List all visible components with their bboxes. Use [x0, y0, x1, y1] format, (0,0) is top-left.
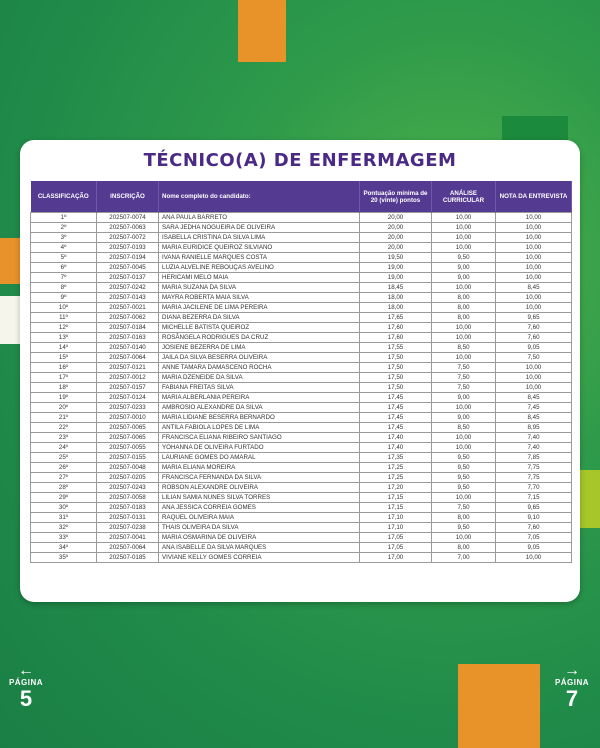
table-row — [31, 473, 572, 483]
cell-inscricao: 202507-0243 — [97, 483, 159, 493]
cell-analise: 10,00 — [432, 493, 496, 503]
cell-analise: 7,50 — [432, 383, 496, 393]
table-row — [31, 533, 572, 543]
table-header — [31, 181, 572, 213]
cell-analise: 8,00 — [432, 543, 496, 553]
cell-analise: 10,00 — [432, 223, 496, 233]
cell-classificacao: 32º — [31, 523, 97, 533]
cell-nota: 10,00 — [496, 213, 572, 223]
cell-inscricao: 202507-0194 — [97, 253, 159, 263]
cell-pontuacao: 19,00 — [360, 273, 432, 283]
cell-nome: JAILA DA SILVA BESERRA OLIVEIRA — [159, 353, 360, 363]
cell-nota: 7,60 — [496, 523, 572, 533]
cell-classificacao: 24º — [31, 443, 97, 453]
cell-pontuacao: 17,45 — [360, 393, 432, 403]
header-inscricao: INSCRIÇÃO — [97, 181, 159, 213]
cell-nota: 9,65 — [496, 503, 572, 513]
cell-classificacao: 6º — [31, 263, 97, 273]
table-row — [31, 293, 572, 303]
next-page-number: 7 — [565, 686, 579, 711]
table-row — [31, 433, 572, 443]
cell-analise: 10,00 — [432, 233, 496, 243]
cell-nota: 10,00 — [496, 253, 572, 263]
cell-analise: 9,50 — [432, 253, 496, 263]
cell-inscricao: 202507-0055 — [97, 443, 159, 453]
cell-classificacao: 14º — [31, 343, 97, 353]
header-pontuacao: Pontuação mínima de 20 (vinte) pontos — [360, 181, 432, 213]
table-row — [31, 443, 572, 453]
cell-classificacao: 7º — [31, 273, 97, 283]
cell-nome: YOHANNA DE OLIVEIRA FURTADO — [159, 443, 360, 453]
cell-classificacao: 22º — [31, 423, 97, 433]
cell-classificacao: 26º — [31, 463, 97, 473]
table-row — [31, 323, 572, 333]
cell-pontuacao: 17,45 — [360, 423, 432, 433]
cell-pontuacao: 17,40 — [360, 433, 432, 443]
cell-nome: ANA PAULA BARRETO — [159, 213, 360, 223]
table-row — [31, 273, 572, 283]
table-row — [31, 263, 572, 273]
cell-classificacao: 23º — [31, 433, 97, 443]
cell-pontuacao: 17,50 — [360, 363, 432, 373]
cell-pontuacao: 17,05 — [360, 543, 432, 553]
cell-inscricao: 202507-0193 — [97, 243, 159, 253]
table-row — [31, 363, 572, 373]
cell-nota: 7,85 — [496, 453, 572, 463]
cell-pontuacao: 20,00 — [360, 243, 432, 253]
cell-nome: LILIAN SAMIA NUNES SILVA TORRES — [159, 493, 360, 503]
cell-analise: 9,50 — [432, 463, 496, 473]
cell-nome: JOSIENE BEZERRA DE LIMA — [159, 343, 360, 353]
cell-nome: MAYRA ROBERTA MAIA SILVA — [159, 293, 360, 303]
cell-nome: ISABELLA CRISTINA DA SILVA LIMA — [159, 233, 360, 243]
cell-pontuacao: 17,60 — [360, 323, 432, 333]
header-nota: NOTA DA ENTREVISTA — [496, 181, 572, 213]
header-analise: ANÁLISE CURRICULAR — [432, 181, 496, 213]
table-row — [31, 493, 572, 503]
cell-pontuacao: 17,50 — [360, 373, 432, 383]
cell-nome: LAURIANE GOMES DO AMARAL — [159, 453, 360, 463]
table-row — [31, 213, 572, 223]
cell-nota: 7,45 — [496, 403, 572, 413]
cell-analise: 10,00 — [432, 213, 496, 223]
table-row — [31, 223, 572, 233]
cell-inscricao: 202507-0233 — [97, 403, 159, 413]
cell-analise: 9,50 — [432, 523, 496, 533]
cell-analise: 9,50 — [432, 473, 496, 483]
cell-pontuacao: 17,20 — [360, 483, 432, 493]
cell-nome: FABIANA FREITAS SILVA — [159, 383, 360, 393]
cell-analise: 9,50 — [432, 483, 496, 493]
cell-nome: FRANCISCA ELIANA RIBEIRO SANTIAGO — [159, 433, 360, 443]
cell-inscricao: 202507-0021 — [97, 303, 159, 313]
cell-pontuacao: 17,65 — [360, 313, 432, 323]
cell-inscricao: 202507-0155 — [97, 453, 159, 463]
cell-analise: 9,50 — [432, 453, 496, 463]
table-row — [31, 243, 572, 253]
cell-analise: 8,00 — [432, 303, 496, 313]
cell-pontuacao: 17,00 — [360, 553, 432, 563]
cell-classificacao: 19º — [31, 393, 97, 403]
cell-inscricao: 202507-0205 — [97, 473, 159, 483]
table-row — [31, 453, 572, 463]
cell-nome: MARIA LIDIANE BESERRA BERNARDO — [159, 413, 360, 423]
cell-nome: VIVIANE KELLY GOMES CORREIA — [159, 553, 360, 563]
cell-nome: MARIA EURIDICE QUEIROZ SILVIANO — [159, 243, 360, 253]
cell-nota: 7,05 — [496, 533, 572, 543]
cell-inscricao: 202507-0242 — [97, 283, 159, 293]
cell-inscricao: 202507-0074 — [97, 213, 159, 223]
table-row — [31, 553, 572, 563]
table-row — [31, 463, 572, 473]
cell-nome: MARIA DZENEIDE DA SILVA — [159, 373, 360, 383]
cell-inscricao: 202507-0163 — [97, 333, 159, 343]
cell-nota: 8,45 — [496, 283, 572, 293]
cell-pontuacao: 19,50 — [360, 253, 432, 263]
cell-inscricao: 202507-0183 — [97, 503, 159, 513]
cell-inscricao: 202507-0065 — [97, 433, 159, 443]
cell-inscricao: 202507-0238 — [97, 523, 159, 533]
cell-nota: 10,00 — [496, 243, 572, 253]
cell-pontuacao: 18,00 — [360, 303, 432, 313]
cell-nota: 10,00 — [496, 233, 572, 243]
cell-nome: ANNE TAMARA DAMASCENO ROCHA — [159, 363, 360, 373]
cell-nome: ANA JESSICA CORREIA GOMES — [159, 503, 360, 513]
prev-page-label: PÁGINA — [8, 678, 44, 687]
prev-page-number: 5 — [19, 686, 33, 711]
results-table — [30, 181, 572, 563]
cell-pontuacao: 17,35 — [360, 453, 432, 463]
cell-nome: ANTILA FABIOLA LOPES DE LIMA — [159, 423, 360, 433]
cell-classificacao: 27º — [31, 473, 97, 483]
cell-pontuacao: 17,45 — [360, 413, 432, 423]
cell-nota: 10,00 — [496, 363, 572, 373]
cell-analise: 10,00 — [432, 333, 496, 343]
cell-analise: 7,00 — [432, 553, 496, 563]
cell-nota: 7,60 — [496, 323, 572, 333]
cell-nota: 7,40 — [496, 433, 572, 443]
cell-inscricao: 202507-0137 — [97, 273, 159, 283]
table-row — [31, 303, 572, 313]
table-row — [31, 423, 572, 433]
table-row — [31, 373, 572, 383]
cell-classificacao: 17º — [31, 373, 97, 383]
cell-nota: 7,70 — [496, 483, 572, 493]
cell-nota: 10,00 — [496, 303, 572, 313]
cell-nome: MARIA JACILENE DE LIMA PEREIRA — [159, 303, 360, 313]
cell-nome: HERICAMI MELO MAIA — [159, 273, 360, 283]
cell-analise: 10,00 — [432, 283, 496, 293]
cell-inscricao: 202507-0041 — [97, 533, 159, 543]
cell-nome: ROSÂNGELA RODRIGUES DA CRUZ — [159, 333, 360, 343]
cell-analise: 8,00 — [432, 513, 496, 523]
table-row — [31, 413, 572, 423]
cell-inscricao: 202507-0157 — [97, 383, 159, 393]
header-classificacao: CLASSIFICAÇÃO — [31, 181, 97, 213]
cell-nota: 7,60 — [496, 333, 572, 343]
cell-classificacao: 30º — [31, 503, 97, 513]
cell-analise: 9,00 — [432, 393, 496, 403]
cell-classificacao: 21º — [31, 413, 97, 423]
cell-pontuacao: 17,15 — [360, 503, 432, 513]
cell-pontuacao: 18,00 — [360, 293, 432, 303]
header-nome: Nome completo do candidato: — [159, 181, 360, 213]
cell-inscricao: 202507-0072 — [97, 233, 159, 243]
cell-classificacao: 3º — [31, 233, 97, 243]
cell-classificacao: 18º — [31, 383, 97, 393]
orange-block-bottom — [458, 664, 540, 748]
cell-inscricao: 202507-0012 — [97, 373, 159, 383]
cell-nota: 10,00 — [496, 223, 572, 233]
cell-analise: 10,00 — [432, 323, 496, 333]
cell-classificacao: 2º — [31, 223, 97, 233]
cell-nome: SARA JEDHA NOGUEIRA DE OLIVEIRA — [159, 223, 360, 233]
cell-nota: 10,00 — [496, 293, 572, 303]
table-row — [31, 503, 572, 513]
cell-pontuacao: 17,50 — [360, 383, 432, 393]
cell-nota: 7,40 — [496, 443, 572, 453]
cell-analise: 8,50 — [432, 343, 496, 353]
cell-nota: 9,10 — [496, 513, 572, 523]
cell-nota: 10,00 — [496, 373, 572, 383]
table-row — [31, 353, 572, 363]
cell-nota: 7,75 — [496, 463, 572, 473]
cell-analise: 7,50 — [432, 503, 496, 513]
cell-pontuacao: 19,00 — [360, 263, 432, 273]
cell-pontuacao: 17,25 — [360, 473, 432, 483]
cell-classificacao: 10º — [31, 303, 97, 313]
cell-pontuacao: 17,40 — [360, 443, 432, 453]
cell-classificacao: 29º — [31, 493, 97, 503]
cell-inscricao: 202507-0124 — [97, 393, 159, 403]
cell-nome: MICHELLE BATISTA QUEIROZ — [159, 323, 360, 333]
cell-pontuacao: 20,00 — [360, 233, 432, 243]
cell-nota: 8,45 — [496, 413, 572, 423]
cell-classificacao: 25º — [31, 453, 97, 463]
cell-nome: MARIA ALBERLANIA PEREIRA — [159, 393, 360, 403]
cell-analise: 10,00 — [432, 243, 496, 253]
cell-nota: 7,75 — [496, 473, 572, 483]
cell-nota: 9,05 — [496, 543, 572, 553]
cell-analise: 8,50 — [432, 423, 496, 433]
cell-analise: 7,50 — [432, 363, 496, 373]
cell-pontuacao: 17,15 — [360, 493, 432, 503]
cell-analise: 8,00 — [432, 313, 496, 323]
cell-pontuacao: 18,45 — [360, 283, 432, 293]
cell-classificacao: 28º — [31, 483, 97, 493]
white-block-left — [0, 296, 20, 344]
cell-inscricao: 202507-0143 — [97, 293, 159, 303]
table-body — [31, 213, 572, 563]
table-row — [31, 333, 572, 343]
cell-pontuacao: 20,00 — [360, 223, 432, 233]
cell-classificacao: 5º — [31, 253, 97, 263]
cell-nome: AMBROSIO ALEXANDRE DA SILVA — [159, 403, 360, 413]
arrow-left-icon: ← — [18, 662, 34, 679]
cell-classificacao: 1º — [31, 213, 97, 223]
cell-analise: 10,00 — [432, 443, 496, 453]
cell-classificacao: 33º — [31, 533, 97, 543]
cell-nota: 9,05 — [496, 343, 572, 353]
cell-inscricao: 202507-0121 — [97, 363, 159, 373]
cell-analise: 8,00 — [432, 293, 496, 303]
table-row — [31, 483, 572, 493]
cell-nota: 10,00 — [496, 553, 572, 563]
cell-nota: 10,00 — [496, 263, 572, 273]
cell-classificacao: 31º — [31, 513, 97, 523]
cell-pontuacao: 20,00 — [360, 213, 432, 223]
cell-inscricao: 202507-0062 — [97, 313, 159, 323]
cell-classificacao: 8º — [31, 283, 97, 293]
cell-pontuacao: 17,05 — [360, 533, 432, 543]
table-row — [31, 403, 572, 413]
cell-nome: RAQUEL OLIVEIRA MAIA — [159, 513, 360, 523]
cell-nome: IVANA RANIELLE MARQUES COSTA — [159, 253, 360, 263]
cell-nome: ROBSON ALEXANDRE OLIVEIRA — [159, 483, 360, 493]
cell-nome: MARIA OSMARINA DE OLIVEIRA — [159, 533, 360, 543]
cell-inscricao: 202507-0140 — [97, 343, 159, 353]
cell-inscricao: 202507-0065 — [97, 423, 159, 433]
cell-inscricao: 202507-0048 — [97, 463, 159, 473]
cell-pontuacao: 17,50 — [360, 353, 432, 363]
cell-nota: 8,95 — [496, 423, 572, 433]
cell-nota: 10,00 — [496, 383, 572, 393]
cell-nome: THAIS OLIVEIRA DA SILVA — [159, 523, 360, 533]
cell-analise: 10,00 — [432, 353, 496, 363]
cell-pontuacao: 17,10 — [360, 513, 432, 523]
cell-inscricao: 202507-0185 — [97, 553, 159, 563]
prev-page-nav[interactable] — [6, 664, 46, 711]
cell-analise: 9,00 — [432, 263, 496, 273]
cell-classificacao: 16º — [31, 363, 97, 373]
table-row — [31, 543, 572, 553]
cell-nome: ANA ISABELLE DA SILVA MARQUES — [159, 543, 360, 553]
cell-nota: 7,15 — [496, 493, 572, 503]
cell-inscricao: 202507-0064 — [97, 543, 159, 553]
cell-pontuacao: 17,55 — [360, 343, 432, 353]
arrow-right-icon: → — [564, 662, 580, 679]
cell-pontuacao: 17,45 — [360, 403, 432, 413]
cell-nome: LUZIA ALVELINE REBOUÇAS AVELINO — [159, 263, 360, 273]
cell-analise: 10,00 — [432, 533, 496, 543]
cell-nota: 8,45 — [496, 393, 572, 403]
cell-classificacao: 9º — [31, 293, 97, 303]
cell-classificacao: 4º — [31, 243, 97, 253]
table-row — [31, 253, 572, 263]
cell-inscricao: 202507-0064 — [97, 353, 159, 363]
cell-pontuacao: 17,25 — [360, 463, 432, 473]
cell-classificacao: 15º — [31, 353, 97, 363]
cell-classificacao: 20º — [31, 403, 97, 413]
cell-classificacao: 35º — [31, 553, 97, 563]
table-row — [31, 343, 572, 353]
cell-nome: DIANA BEZERRA DA SILVA — [159, 313, 360, 323]
cell-inscricao: 202507-0010 — [97, 413, 159, 423]
next-page-nav[interactable] — [552, 664, 592, 711]
cell-pontuacao: 17,60 — [360, 333, 432, 343]
table-row — [31, 513, 572, 523]
page-title: TÉCNICO(A) DE ENFERMAGEM — [143, 150, 457, 171]
cell-analise: 9,00 — [432, 273, 496, 283]
next-page-label: PÁGINA — [554, 678, 590, 687]
cell-inscricao: 202507-0058 — [97, 493, 159, 503]
cell-nota: 9,65 — [496, 313, 572, 323]
cell-inscricao: 202507-0184 — [97, 323, 159, 333]
cell-inscricao: 202507-0063 — [97, 223, 159, 233]
cell-analise: 7,50 — [432, 373, 496, 383]
cell-pontuacao: 17,10 — [360, 523, 432, 533]
cell-analise: 10,00 — [432, 403, 496, 413]
cell-nome: MARIA ELIANA MOREIRA — [159, 463, 360, 473]
orange-block-top — [238, 0, 286, 62]
cell-classificacao: 34º — [31, 543, 97, 553]
table-row — [31, 283, 572, 293]
table-row — [31, 233, 572, 243]
table-row — [31, 313, 572, 323]
cell-nome: MARIA SUZANA DA SILVA — [159, 283, 360, 293]
cell-classificacao: 13º — [31, 333, 97, 343]
table-row — [31, 393, 572, 403]
cell-classificacao: 12º — [31, 323, 97, 333]
cell-inscricao: 202507-0045 — [97, 263, 159, 273]
cell-analise: 10,00 — [432, 433, 496, 443]
cell-analise: 9,00 — [432, 413, 496, 423]
cell-nota: 10,00 — [496, 273, 572, 283]
cell-classificacao: 11º — [31, 313, 97, 323]
table-row — [31, 523, 572, 533]
cell-nome: FRANCISCA FERNANDA DA SILVA — [159, 473, 360, 483]
table-row — [31, 383, 572, 393]
cell-nota: 7,50 — [496, 353, 572, 363]
cell-inscricao: 202507-0131 — [97, 513, 159, 523]
